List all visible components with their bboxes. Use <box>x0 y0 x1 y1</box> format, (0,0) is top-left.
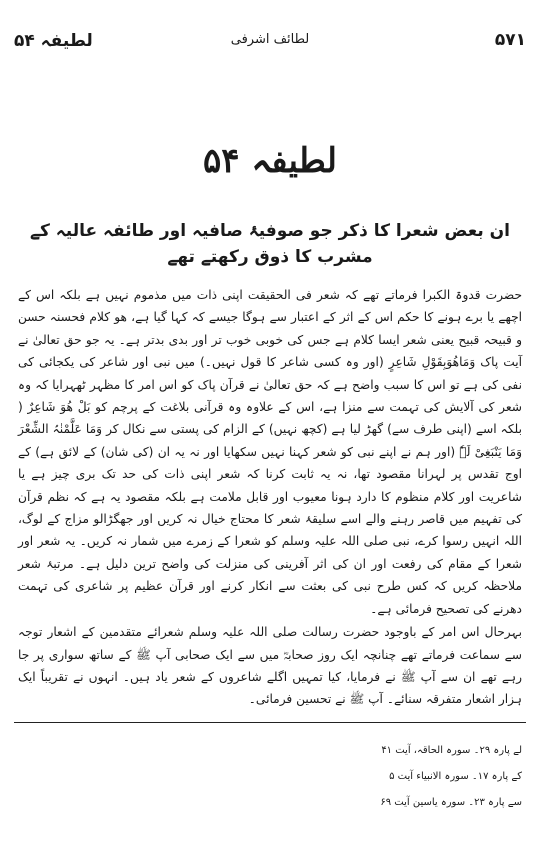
paragraph-2: بہرحال اس امر کے باوجود حضرت رسالت صلی اللہ علیہ وسلم شعرائے متقدمین کے اشعار توجہ سے سماعت فرماتے تھے چنانچہ ایک روز صحابہؓ میں سے ایک صحابی آپ ﷺ کے ساتھ سواری پر جا رہے تھے ان سے آپ ﷺ نے فرمایا، کیا تمہیں اگلے شاعروں کے شعر یاد ہیں۔ انہوں نے تقریباً ایک ہزار اشعار متفرقہ سنائے۔ آپ ﷺ نے تحسین فرمائی۔ <box>18 625 522 707</box>
running-header <box>14 30 526 58</box>
chapter-title: لطیفہ ۵۴ <box>203 141 337 181</box>
footnote-2: کے پارہ ۱۷۔ سورہ الانبیاء آیت ۵ <box>389 771 522 782</box>
footnote-1: لے پارہ ۲۹۔ سورہ الحاقہ، آیت ۴۱ <box>381 745 522 756</box>
footnote-3: سے پارہ ۲۳۔ سورہ یاسین آیت ۶۹ <box>380 797 522 808</box>
body-text <box>18 284 522 711</box>
footnote-separator <box>14 722 526 723</box>
header-section-label: لطیفہ ۵۴ <box>14 31 93 51</box>
footnotes <box>180 738 522 816</box>
header-page-number: ۵۷۱ <box>494 30 526 50</box>
chapter-subtitle: ان بعض شعرا کا ذکر جو صوفیۂ صافیہ اور طائفہ عالیہ کے مشرب کا ذوق رکھتے تھے <box>30 221 510 267</box>
header-book-title: لطائف اشرفی <box>230 32 310 47</box>
paragraph-1: حضرت قدوۃ الکبرا فرماتے تھے کہ شعر فی الحقیقت اپنی ذات میں مذموم نہیں ہے بلکہ اس کے اچھے یا برے ہونے کا حکم اس کے اثر کے اعتبار سے ہوگا جیسے کہ کہا گیا ہے، ھو کلام فحسنہ حسن و قبیحہ قبیح یعنی شعر ایسا کلام ہے جس کی خوبی خوب تر اور بدی بدتر ہے۔ یہ جو حق تعالیٰ نے آیت پاک وَمَاھُوَبِقَوْلِ شَاعِرٍ (اور وہ کسی شاعر کا قول نہیں۔) میں نبی اور شاعر کی یکجائی کی نفی کی ہے تو اس کا سبب واضح ہے کہ حق تعالیٰ نے قرآن پاک کو اس امر کا مظہر ٹھہرایا کہ وہ شعر کی آلایش کی تہمت سے منزا ہے، اس کے علاوہ وہ قرآنی بلاغت کے پرچم کو بَلْ ھُوَ شَاعِرٌ ( بلکہ اسے (اپنی طرف سے) گھڑ لیا ہے (کچھ نہیں) کے الزام کی پستی سے نکال کر وَمَا عَلَّمْنٰہُ الشِّعْرَ وَمَا یَنْبَغِیْ لَہٗ (اور ہم نے اپنے نبی کو شعر کہنا نہیں سکھایا اور نہ یہ ان (کی شان) کے لائق ہے) کے اوج تقدس پر لہرانا مقصود تھا، نہ یہ ثابت کرنا کہ شعر اپنی ذات کی حد تک بری چیز ہے یا شاعریت اور کلام منظوم کا دارد ہونا معیوب اور قابل ملامت ہے بلکہ مقصود یہ ہے کہ نظم قرآن کی تفہیم میں قاصر رہنے والے اسے سلیقۂ شعر کا محتاج خیال نہ کریں اور جھگڑالو مزاج کے لوگ، اللہ انہیں رسوا کرے، نبی صلی اللہ علیہ وسلم کو شعرا کے زمرے میں شمار نہ کریں۔ یہ شعر اور شعرا کے مقام کی رفعت اور ان کی اثر آفرینی کی منزلت کی واضح ترین دلیل ہے۔ مرتبۂ شعر ملاحظہ کریں کہ کس طرح نبی کی بعثت سے انکار کرنے اور قرآن عظیم پر شاعری کی تہمت دھرنے کی تصحیح فرمائی ہے۔ <box>18 288 522 616</box>
